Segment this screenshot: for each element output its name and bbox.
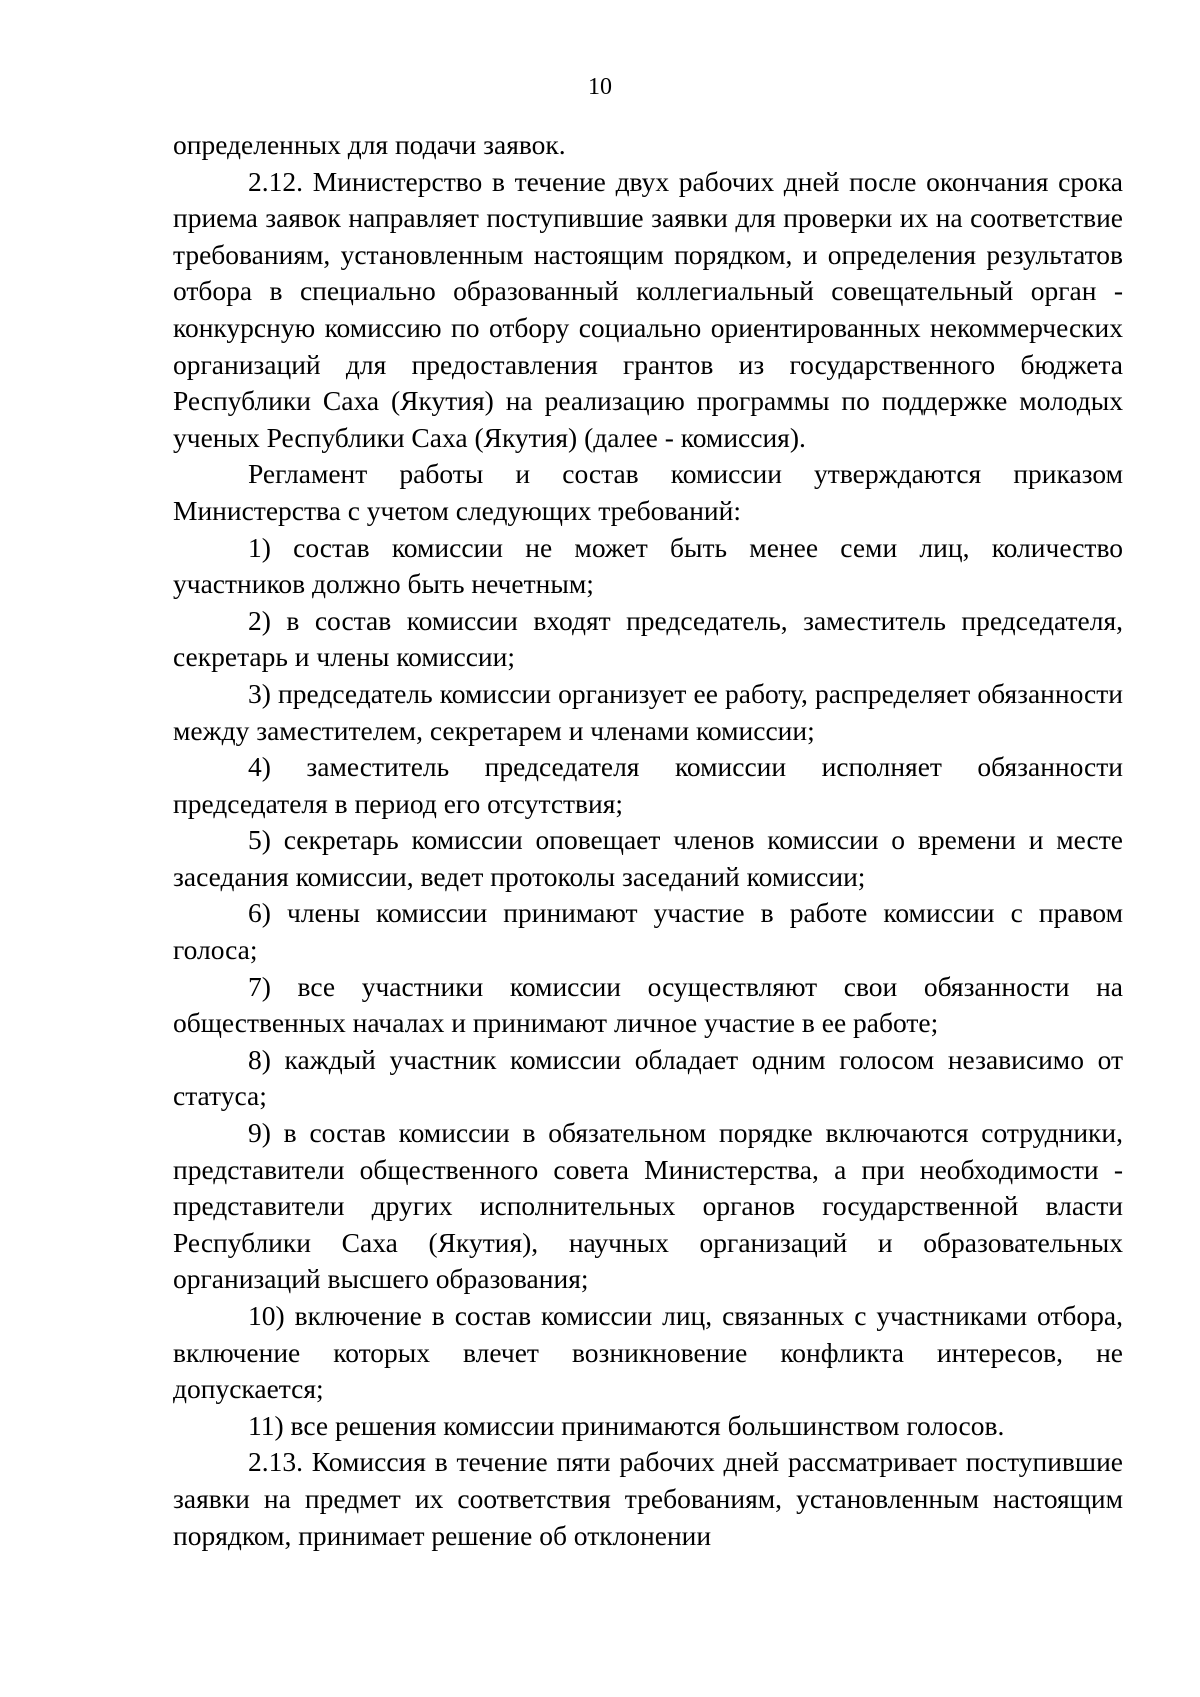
list-item-4: 4) заместитель председателя комиссии исполняет обязанности председателя в период его отсутствия; [173, 751, 1123, 819]
paragraph-regulations: Регламент работы и состав комиссии утверждаются приказом Министерства с учетом следующих требований: [173, 458, 1123, 526]
list-item-8: 8) каждый участник комиссии обладает одним голосом независимо от статуса; [173, 1043, 1123, 1112]
list-item-5: 5) секретарь комиссии оповещает членов комиссии о времени и месте заседания комиссии, ведет протоколы заседаний комиссии; [173, 824, 1123, 892]
list-item-1: 1) состав комиссии не может быть менее семи лиц, количество участников должно быть нечетным; [173, 531, 1123, 600]
list-item-7: 7) все участники комиссии осуществляют свои обязанности на общественных началах и принимают личное участие в ее работе; [173, 970, 1123, 1039]
list-item-9: 9) в состав комиссии в обязательном порядке включаются сотрудники, представители общественного совета Министерства, а при необходимости - представители других исполнительных органов государственной власти Республики Саха (Якутия), научных организаций и образовательных организаций высшего образования; [173, 1117, 1123, 1295]
list-item-11: 11) все решения комиссии принимаются большинством голосов. [248, 1409, 1005, 1441]
list-item-10: 10) включение в состав комиссии лиц, связанных с участниками отбора, включение которых влечет возникновение конфликта интересов, не допускается; [173, 1300, 1123, 1405]
page-number: 10 [588, 74, 612, 100]
paragraph-2-13: 2.13. Комиссия в течение пяти рабочих дней рассматривает поступившие заявки на предмет их соответствия требованиям, установленным настоящим порядком, принимает решение об отклонении [173, 1446, 1123, 1551]
document-body [173, 127, 1123, 1554]
list-item-3: 3) председатель комиссии организует ее работу, распределяет обязанности между заместителем, секретарем и членами комиссии; [173, 677, 1123, 746]
list-item-2: 2) в состав комиссии входят председатель, заместитель председателя, секретарь и члены комиссии; [173, 604, 1123, 673]
paragraph-continuation: определенных для подачи заявок. [173, 129, 566, 160]
paragraph-2-12: 2.12. Министерство в течение двух рабочих дней после окончания срока приема заявок направляет поступившие заявки для проверки их на соответствие требованиям, установленным настоящим порядком, и определения результатов отбора в специально образованный коллегиальный совещательный орган - конкурсную комиссию по отбору социально ориентированных некоммерческих организаций для предоставления грантов из государственного бюджета Республики Саха (Якутия) на реализацию программы по поддержке молодых ученых Республики Саха (Якутия) (далее - комиссия). [173, 165, 1123, 453]
list-item-6: 6) члены комиссии принимают участие в работе комиссии с правом голоса; [173, 897, 1123, 966]
